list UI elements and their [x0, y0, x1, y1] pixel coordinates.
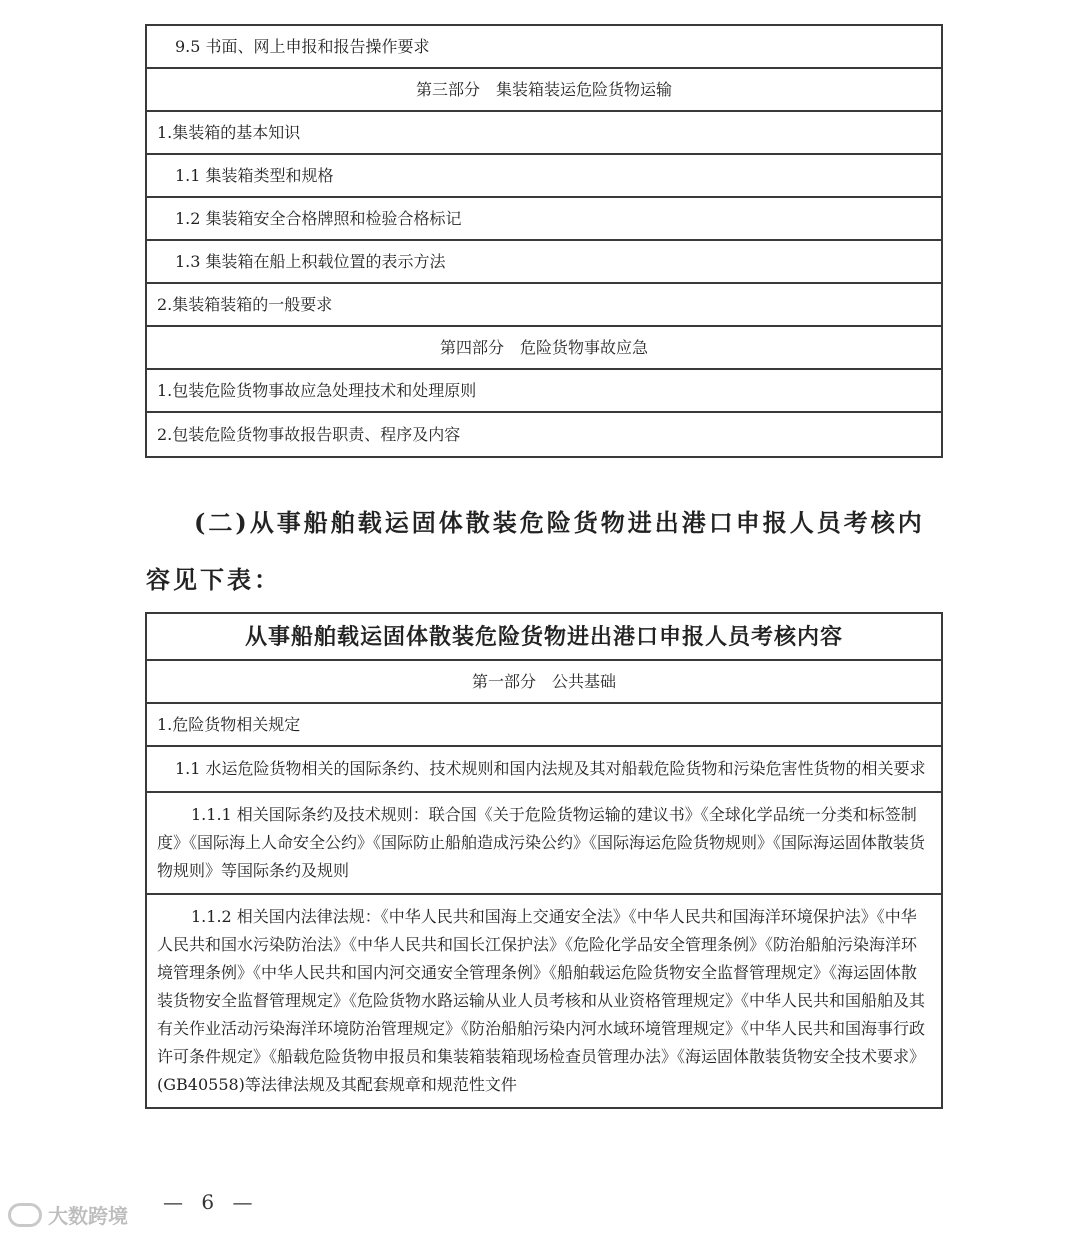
table-row: 1.2 集装箱安全合格牌照和检验合格标记: [147, 198, 941, 241]
table-row: 1.1 集装箱类型和规格: [147, 155, 941, 198]
part-heading-row: 第一部分 公共基础: [147, 661, 941, 704]
assessment-content-table: [145, 612, 943, 1109]
table-row: 2.包装危险货物事故报告职责、程序及内容: [157, 424, 461, 444]
watermark-text: 大数跨境: [48, 1204, 128, 1228]
table-row: 1.危险货物相关规定: [147, 704, 941, 747]
section-paragraph: (二)从事船舶载运固体散装危险货物进出港口申报人员考核内容见下表：: [146, 508, 925, 594]
watermark: [8, 1200, 128, 1229]
table-row: 1.1.2 相关国内法律法规：《中华人民共和国海上交通安全法》《中华人民共和国海洋环境保护法》《中华人民共和国水污染防治法》《中华人民共和国长江保护法》《危险化学品安全管理条例》《防治船舶污染海洋环境管理条例》《中华人民共和国内河交通安全管理条例》《船舶载运危险货物安全监督管理规定》《海运固体散装货物安全监督管理规定》《危险货物水路运输从业人员考核和从业资格管理规定》《中华人民共和国船舶及其有关作业活动污染海洋环境防治管理规定》《防治船舶污染内河水域环境管理规定》《中华人民共和国海事行政许可条件规定》《船载危险货物申报员和集装箱装箱现场检查员管理办法》《海运固体散装货物安全技术要求》(GB40558)等法律法规及其配套规章和规范性文件: [157, 907, 926, 1094]
table-title: 从事船舶载运固体散装危险货物进出港口申报人员考核内容: [147, 614, 941, 661]
watermark-logo-icon: [8, 1203, 42, 1227]
table-row: 2.集装箱装箱的一般要求: [147, 284, 941, 327]
table-row: 1.1.1 相关国际条约及技术规则：联合国《关于危险货物运输的建议书》《全球化学品统一分类和标签制度》《国际海上人命安全公约》《国际防止船舶造成污染公约》《国际海运危险货物规则》《国际海运固体散装货物规则》等国际条约及规则: [147, 793, 941, 895]
table-row: 1.包装危险货物事故应急处理技术和处理原则: [147, 370, 941, 413]
table-row: 9.5 书面、网上申报和报告操作要求: [147, 26, 941, 69]
table-row: 1.集装箱的基本知识: [147, 112, 941, 155]
page-number: — 6 —: [163, 1190, 259, 1214]
table-row: 1.3 集装箱在船上积载位置的表示方法: [147, 241, 941, 284]
table-row: 1.1 水运危险货物相关的国际条约、技术规则和国内法规及其对船载危险货物和污染危害性货物的相关要求: [147, 747, 941, 793]
part-heading-row: 第三部分 集装箱装运危险货物运输: [147, 69, 941, 112]
requirements-table-continued: [145, 24, 943, 458]
part-heading-row: 第四部分 危险货物事故应急: [147, 327, 941, 370]
